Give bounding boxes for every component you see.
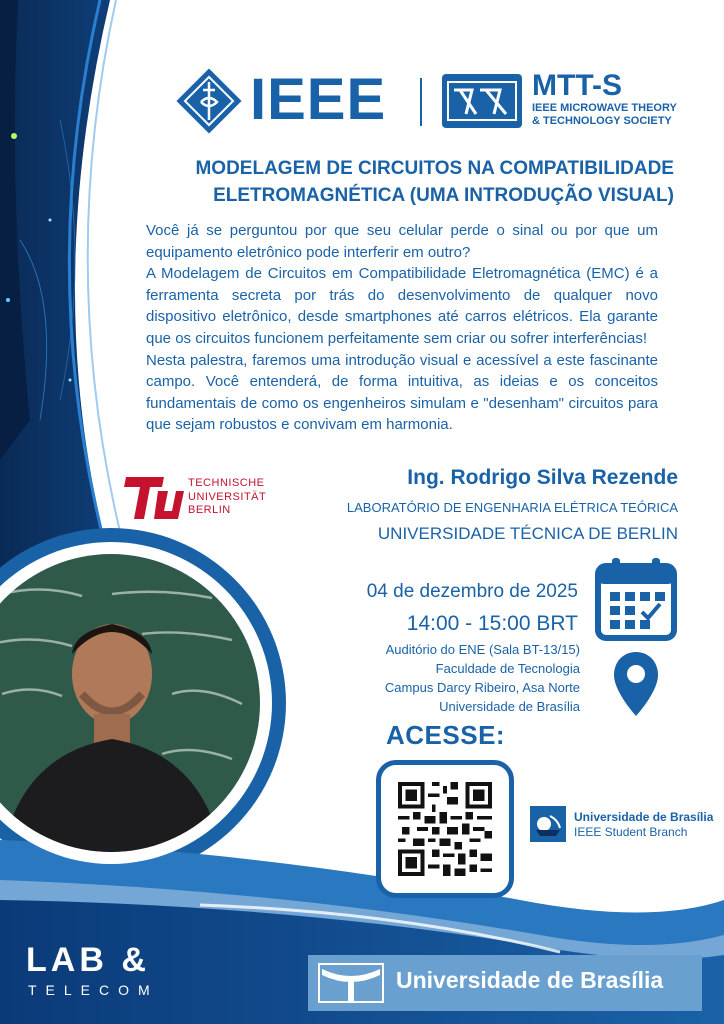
- tu-berlin-logo: [124, 475, 304, 523]
- speaker-photo: [0, 554, 260, 852]
- mtt-s-subtitle: IEEE MICROWAVE THEORY & TECHNOLOGY SOCIETY: [532, 102, 677, 127]
- student-branch-line1: Universidade de Brasília: [574, 810, 714, 824]
- event-date: 04 de dezembro de 2025: [366, 581, 578, 602]
- description-paragraph-1: Você já se perguntou por que seu celular perde o sinal ou por que um equipamento eletrônico pode interferir em outro?: [146, 222, 658, 261]
- ieee-diamond-icon: [174, 66, 244, 136]
- speaker-name: Ing. Rodrigo Silva Rezende: [407, 466, 678, 489]
- venue-line-4: Universidade de Brasília: [439, 699, 580, 714]
- event-venue: [300, 640, 580, 716]
- unb-banner: [308, 955, 702, 1011]
- event-time: 14:00 - 15:00 BRT: [406, 612, 578, 635]
- talk-description: [146, 220, 658, 436]
- location-pin-icon: [612, 650, 660, 718]
- mtt-s-logo-icon: [442, 74, 522, 128]
- ieee-wordmark: IEEE: [250, 67, 387, 132]
- speaker-university: UNIVERSIDADE TÉCNICA DE BERLIN: [377, 524, 678, 543]
- venue-line-1: Auditório do ENE (Sala BT-13/15): [385, 642, 580, 657]
- venue-line-3: Campus Darcy Ribeiro, Asa Norte: [384, 680, 580, 695]
- speaker-portrait-illustration: [0, 554, 260, 852]
- mtt-s-title: MTT-S: [532, 69, 622, 102]
- unb-emblem-icon: [530, 806, 566, 842]
- lab-wordmark: LAB &: [26, 941, 150, 979]
- lab-telecom-logo: [26, 942, 206, 1002]
- student-branch-line2: IEEE Student Branch: [574, 825, 688, 839]
- description-paragraph-2: A Modelagem de Circuitos em Compatibilidade Eletromagnética (EMC) é a ferramenta secreta por trás do desenvolvimento de qualquer novo dispositivo eletrônico, desde smartphones até carros elétricos. Ela garante que os circuitos funcionem perfeitamente sem criar ou sofrer interferências!: [146, 265, 658, 347]
- tu-berlin-line2: UNIVERSITÄT: [188, 490, 267, 503]
- qr-code[interactable]: [398, 782, 492, 876]
- talk-title: [150, 155, 674, 209]
- tu-berlin-line1: TECHNISCHE: [188, 477, 265, 489]
- venue-line-2: Faculdade de Tecnologia: [435, 661, 580, 676]
- tu-berlin-line3: BERLIN: [188, 504, 231, 516]
- student-branch-logo: [530, 806, 720, 842]
- tu-berlin-emblem-icon: [124, 475, 184, 521]
- talk-title-line1: MODELAGEM DE CIRCUITOS NA COMPATIBILIDADE: [195, 158, 674, 179]
- logo-divider: [420, 78, 422, 126]
- qr-code-frame[interactable]: [376, 760, 514, 898]
- talk-title-line2: ELETROMAGNÉTICA (UMA INTRODUÇÃO VISUAL): [213, 185, 674, 206]
- lab-subtitle: TELECOM: [28, 982, 159, 998]
- unb-banner-title: Universidade de Brasília: [396, 967, 664, 993]
- tu-berlin-wordmark: [188, 477, 266, 518]
- unb-banner-icon: [318, 963, 384, 1003]
- description-paragraph-3: Nesta palestra, faremos uma introdução visual e acessível a este fascinante campo. Você entenderá, de forma intuitiva, as ideias e os conceitos fundamentais de como os engenheiros simulam e "desenham" circuitos para que sejam robustos e convivam em harmonia.: [146, 351, 658, 434]
- speaker-lab: LABORATÓRIO DE ENGENHARIA ELÉTRICA TEÓRICA: [346, 500, 678, 515]
- access-label: ACESSE:: [386, 720, 506, 750]
- header-logos: [174, 66, 677, 142]
- calendar-icon: [594, 556, 678, 642]
